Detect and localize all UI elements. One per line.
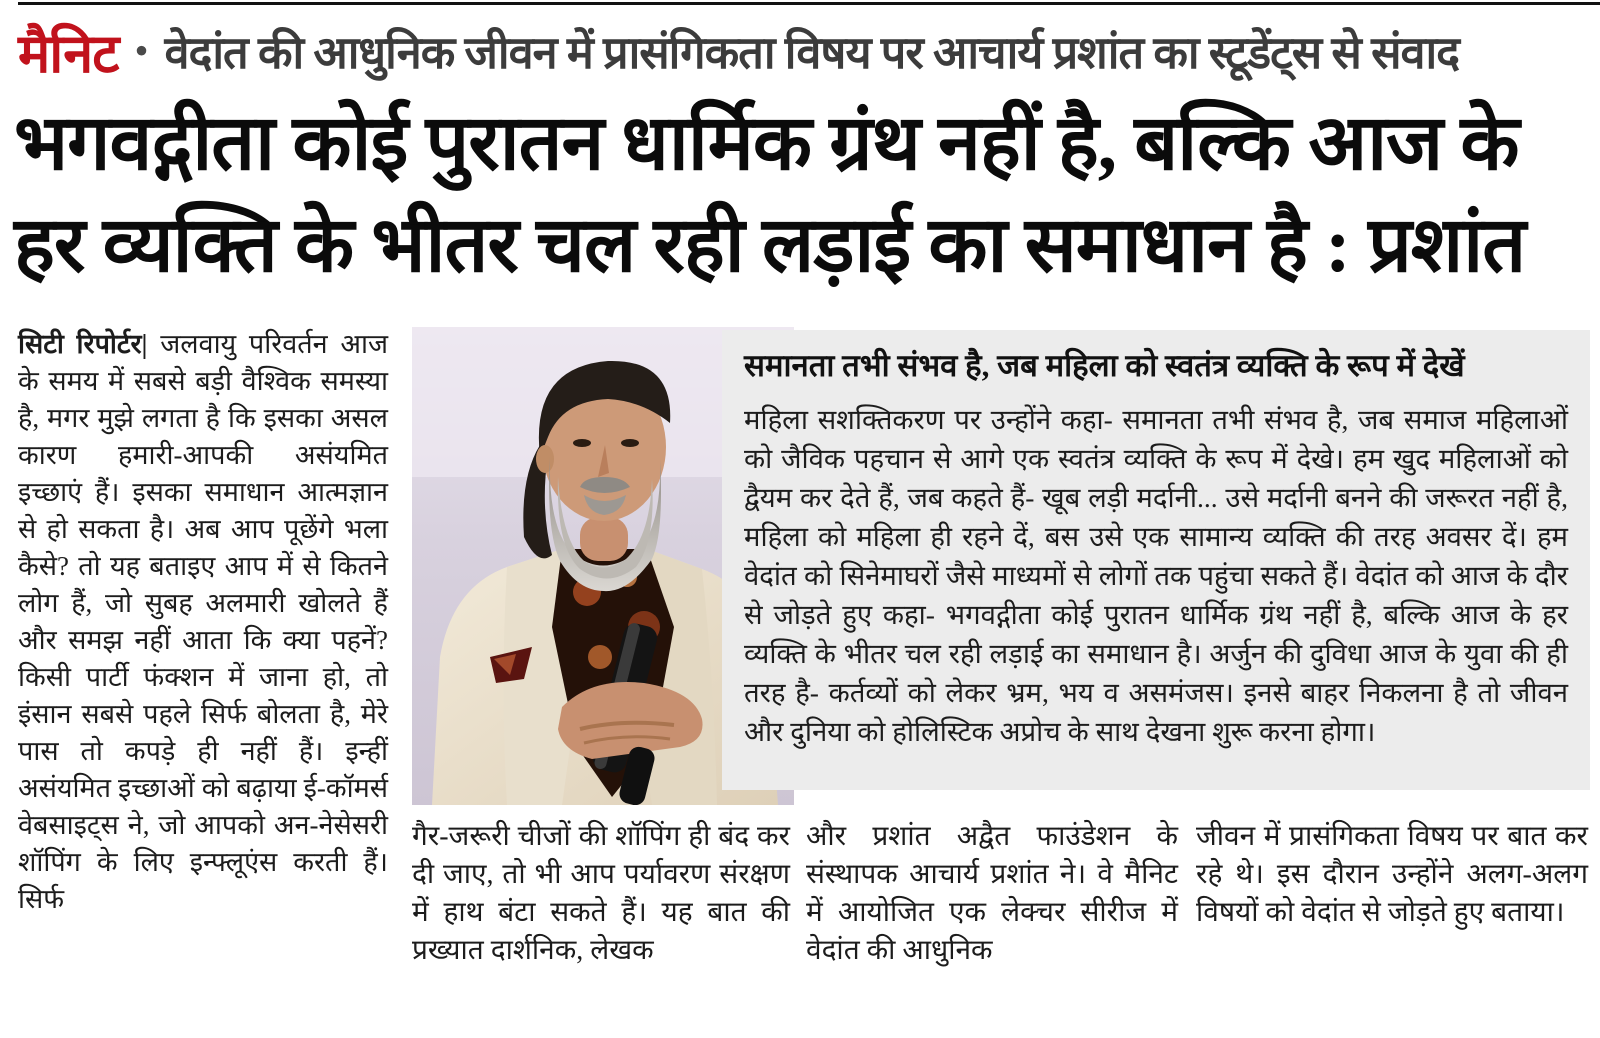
neck [580,517,628,561]
bottom-column-1: गैर-जरूरी चीजों की शॉपिंग ही बंद कर दी जाए, तो भी आप पर्यावरण संरक्षण में हाथ बंटा सकते हैं। यह बात की प्रख्यात दार्शनिक, लेखक [412,821,790,966]
brand-name: मैनिट [18,24,119,84]
highlight-box-title: समानता तभी संभव है, जब महिला को स्वतंत्र व्यक्ति के रूप में देखें [744,348,1465,383]
kicker-row [18,14,1590,88]
bottom-column-2: और प्रशांत अद्वैत फाउंडेशन के संस्थापक आचार्य प्रशांत ने। वे मैनिट में आयोजित एक लेक्चर सीरीज में वेदांत की आधुनिक [806,821,1178,966]
main-headline [14,92,1590,296]
kicker-text: वेदांत की आधुनिक जीवन में प्रासंगिकता विषय पर आचार्य प्रशांत का स्टूडेंट्स से संवाद [164,27,1460,78]
eye-right [621,439,639,447]
highlight-box [722,330,1590,790]
bullet-separator: • [134,28,149,73]
headline-line-2: हर व्यक्ति के भीतर चल रही लड़ाई का समाधान है : प्रशांत [14,202,1526,288]
headline-line-1: भगवद्गीता कोई पुरातन धार्मिक ग्रंथ नहीं है, बल्कि आज के [14,100,1519,186]
highlight-box-body: महिला सशक्तिकरण पर उन्होंने कहा- समानता तभी संभव है, जब समाज महिलाओं को जैविक पहचान से आगे एक स्वतंत्र व्यक्ति के रूप में देखे। हम खुद महिलाओं को द्वैयम कर देते हैं, जब कहते हैं- खूब लड़ी मर्दानी... उसे मर्दानी बनने की जरूरत नहीं है, महिला को महिला ही रहने दें, बस उसे एक सामान्य व्यक्ति की तरह अवसर दें। हम वेदांत को सिनेमाघरों जैसे माध्यमों से लोगों तक पहुंचा सकते हैं। वेदांत को आज के दौर से जोड़ते हुए कहा- भगवद्गीता कोई पुरातन धार्मिक ग्रंथ नहीं है, बल्कि आज के हर व्यक्ति के भीतर चल रही लड़ाई का समाधान है। अर्जुन की दुविधा आज के युवा की ही तरह है- कर्तव्यों को लेकर भ्रम, भय व असमंजस। इनसे बाहर निकलना है तो जीवन और दुनिया को होलिस्टिक अप्रोच के साथ देखना शुरू करना होगा। [744,404,1568,747]
left-article-column [18,326,388,918]
eye-left [573,439,591,447]
byline: सिटी रिपोर्टर| [18,329,148,359]
left-column-text: जलवायु परिवर्तन आज के समय में सबसे बड़ी वैश्विक समस्या है, मगर मुझे लगता है कि इसका असल कारण हमारी-आपकी असंयमित इच्छाएं हैं। इसका समाधान आत्मज्ञान से हो सकता है। अब आप पूछेंगे भला कैसे? तो यह बताइए आप में से कितने लोग हैं, जो सुबह अलमारी खोलते हैं और समझ नहीं आता कि क्या पहनें? किसी पार्टी फंक्शन में जाना हो, तो इंसान सबसे पहले सिर्फ बोलता है, मेरे पास तो कपड़े ही नहीं हैं। इन्हीं असंयमित इच्छाओं को बढ़ाया ई-कॉमर्स वेबसाइट्स ने, जो आपको अन-नेसेसरी शॉपिंग के लिए इन्फ्लूएंस करती हैं। सिर्फ [18,329,388,914]
top-rule [18,2,1600,5]
bottom-column-3: जीवन में प्रासंगिकता विषय पर बात कर रहे थे। इस दौरान उन्होंने अलग-अलग विषयों को वेदांत से जोड़ते हुए बताया। [1196,821,1588,928]
